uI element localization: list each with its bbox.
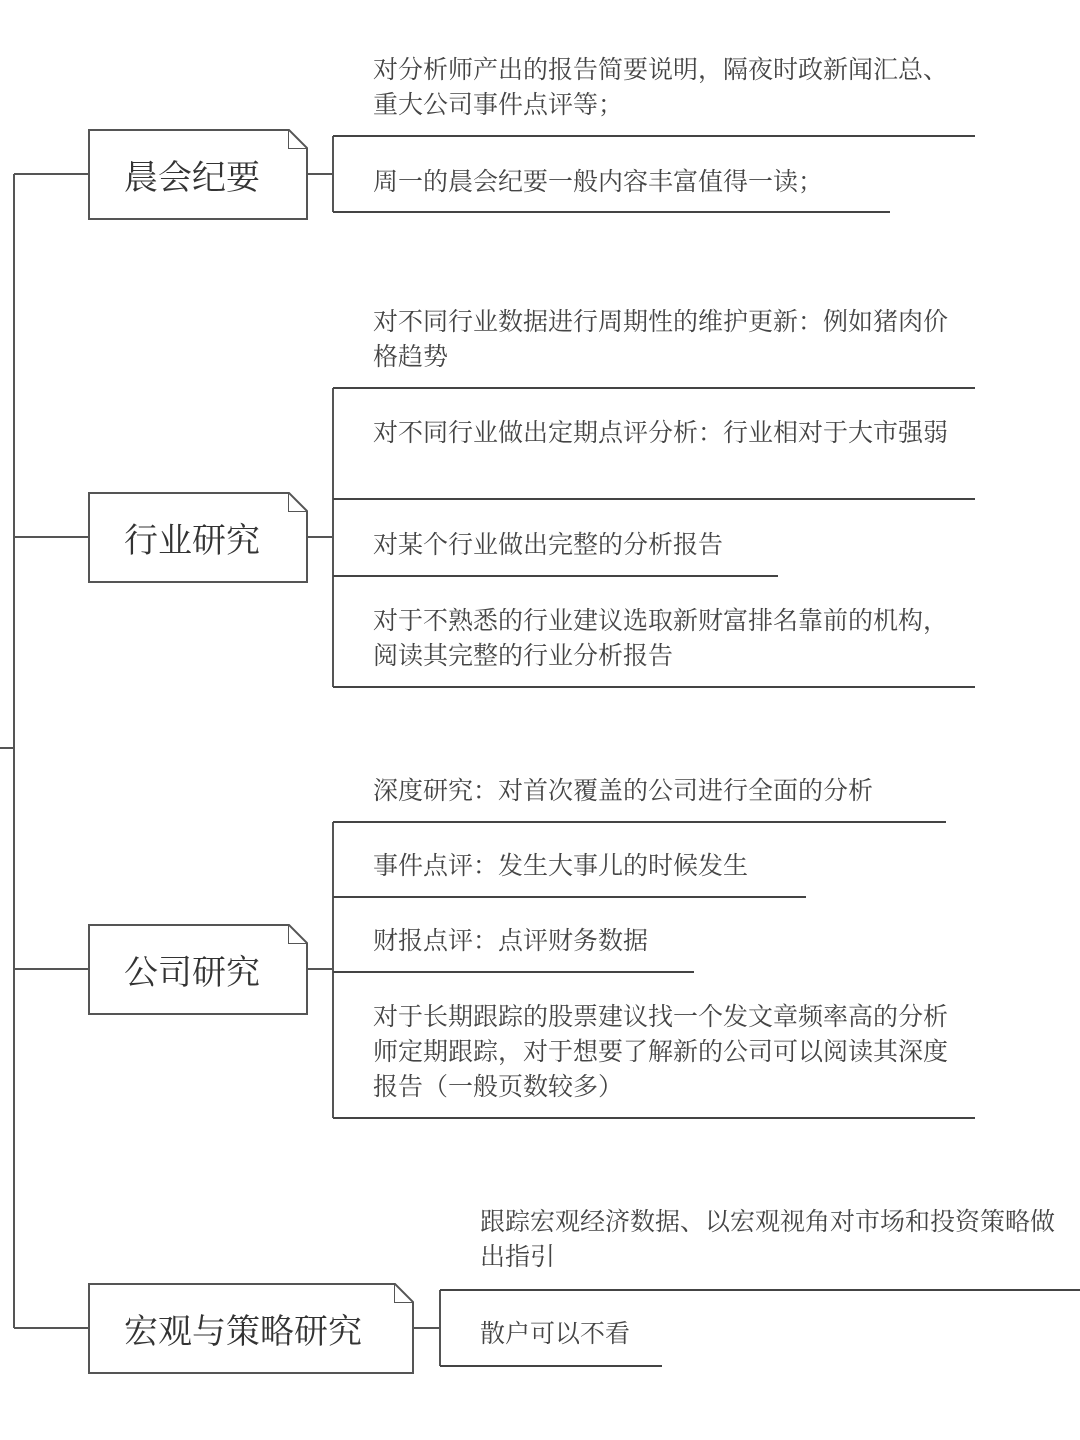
- leaf-item: 周一的晨会纪要一般内容丰富值得一读；: [373, 167, 824, 196]
- category-title: 晨会纪要: [124, 158, 260, 198]
- leaf-item: 跟踪宏观经济数据、以宏观视角对市场和投资策略做出指引: [480, 1207, 1056, 1271]
- category-node-industry-research[interactable]: [88, 492, 308, 583]
- leaf-item: 对分析师产出的报告简要说明，隔夜时政新闻汇总、重大公司事件点评等；: [373, 55, 949, 119]
- page-fold-icon: [288, 924, 308, 944]
- leaf-item: 对于不熟悉的行业建议选取新财富排名靠前的机构，阅读其完整的行业分析报告: [373, 606, 949, 670]
- category-title: 行业研究: [124, 521, 260, 561]
- page-fold-icon: [288, 492, 308, 512]
- leaf-item: 对不同行业做出定期点评分析：行业相对于大市强弱: [373, 418, 949, 447]
- leaf-item: 事件点评：发生大事儿的时候发生: [373, 851, 749, 880]
- leaf-item: 对于长期跟踪的股票建议找一个发文章频率高的分析师定期跟踪，对于想要了解新的公司可以阅读其深度报告（一般页数较多）: [373, 1002, 949, 1101]
- leaf-item: 深度研究：对首次覆盖的公司进行全面的分析: [373, 776, 874, 805]
- category-node-macro-strategy[interactable]: [88, 1283, 414, 1374]
- page-fold-icon: [394, 1283, 414, 1303]
- leaf-item: 对不同行业数据进行周期性的维护更新：例如猪肉价格趋势: [373, 307, 949, 371]
- leaf-item: 财报点评：点评财务数据: [373, 926, 649, 955]
- category-title: 宏观与策略研究: [124, 1312, 362, 1352]
- leaf-item: 对某个行业做出完整的分析报告: [373, 530, 724, 559]
- category-title: 公司研究: [124, 953, 260, 993]
- page-fold-icon: [288, 129, 308, 149]
- category-node-company-research[interactable]: [88, 924, 308, 1015]
- leaf-item: 散户可以不看: [480, 1319, 631, 1348]
- category-node-morning-meeting[interactable]: [88, 129, 308, 220]
